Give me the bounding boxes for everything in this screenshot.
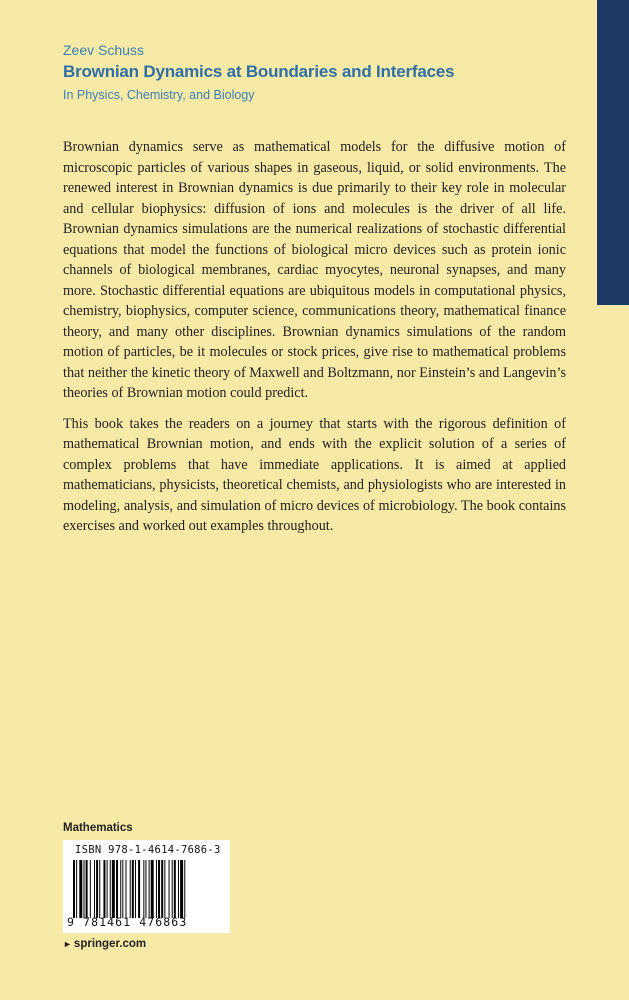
author-name: Zeev Schuss (63, 42, 144, 58)
barcode-digits: 9 781461 476863 (67, 915, 188, 929)
barcode-bar (172, 860, 173, 918)
cover-header (63, 42, 583, 102)
barcode-bar (120, 860, 121, 918)
barcode-bar (103, 860, 105, 918)
barcode-bar (96, 860, 98, 918)
isbn-label: ISBN 978-1-4614-7686-3 (75, 844, 221, 856)
barcode-bar (84, 860, 85, 918)
blurb-paragraph-2: This book takes the readers on a journey that starts with the rigorous definition of mathematical Brownian motion, and ends with the explicit solution of a series of complex problems that have immediate applications. It is aimed at applied mathematicians, physicists, theoretical chemists, and physiologists who are interested in modeling, analysis, and simulation of micro devices of microbiology. The book contains exercises and worked out examples throughout. (63, 415, 566, 534)
barcode-bar (169, 860, 170, 918)
barcode-bar (112, 860, 115, 918)
barcode-bar (110, 860, 111, 918)
arrow-right-icon: ► (63, 939, 72, 949)
barcode-bar (174, 860, 176, 918)
barcode-bar (161, 860, 163, 918)
blurb-paragraph-1: Brownian dynamics serve as mathematical models for the diffusive motion of microscopic particles of various shapes in gaseous, liquid, or solid environments. The renewed interest in Brownian dynamics is due primarily to their key role in molecular and cellular biophysics: diffusion of ions and molecules is the driver of all life. Brownian dynamics simulations are the numerical realizations of stochastic differential equations that model the functions of biological micro devices such as protein ionic channels of biological membranes, cardiac myocytes, neuronal synapses, and many more. Stochastic differential equations are ubiquitous models in computational physics, chemistry, biophysics, computer science, communications theory, mathematical finance theory, and many other disciplines. Brownian dynamics simulations of the random motion of particles, be it molecules or stock prices, give rise to mathematical problems that neither the kinetic theory of Maxwell and Boltzmann, nor Einstein’s and Langevin’s theories of Brownian motion could predict. (63, 139, 566, 401)
barcode-bar (79, 860, 82, 918)
barcode-bar (164, 860, 165, 918)
barcode-bar (143, 860, 144, 918)
barcode-bar (94, 860, 95, 918)
spine-color-bar (597, 0, 629, 305)
barcode-bar (156, 860, 157, 918)
barcode-bar (151, 860, 154, 918)
barcode-bars (73, 860, 223, 918)
barcode-bar (135, 860, 136, 918)
blurb (63, 137, 566, 547)
barcode-bar (178, 860, 179, 918)
publisher-url: springer.com (73, 938, 147, 950)
barcode-bar (116, 860, 118, 918)
barcode-bar (149, 860, 150, 918)
barcode-bar (184, 860, 185, 918)
barcode-bar (145, 860, 146, 918)
barcode-bar (122, 860, 123, 918)
barcode-bar (132, 860, 134, 918)
book-title: Brownian Dynamics at Boundaries and Interfaces (63, 62, 455, 81)
subject-category: Mathematics (63, 822, 133, 834)
barcode-bar (99, 860, 100, 918)
barcode-bar (158, 860, 160, 918)
barcode-bar (107, 860, 108, 918)
barcode-bar (90, 860, 91, 918)
publisher-link[interactable] (63, 938, 146, 950)
barcode-bar (76, 860, 77, 918)
barcode-bar (180, 860, 183, 918)
barcode-bar (138, 860, 140, 918)
barcode (63, 840, 230, 933)
barcode-bar (86, 860, 88, 918)
barcode-bar (126, 860, 127, 918)
barcode-bar (130, 860, 131, 918)
barcode-bar (73, 860, 75, 918)
book-subtitle: In Physics, Chemistry, and Biology (63, 88, 255, 102)
